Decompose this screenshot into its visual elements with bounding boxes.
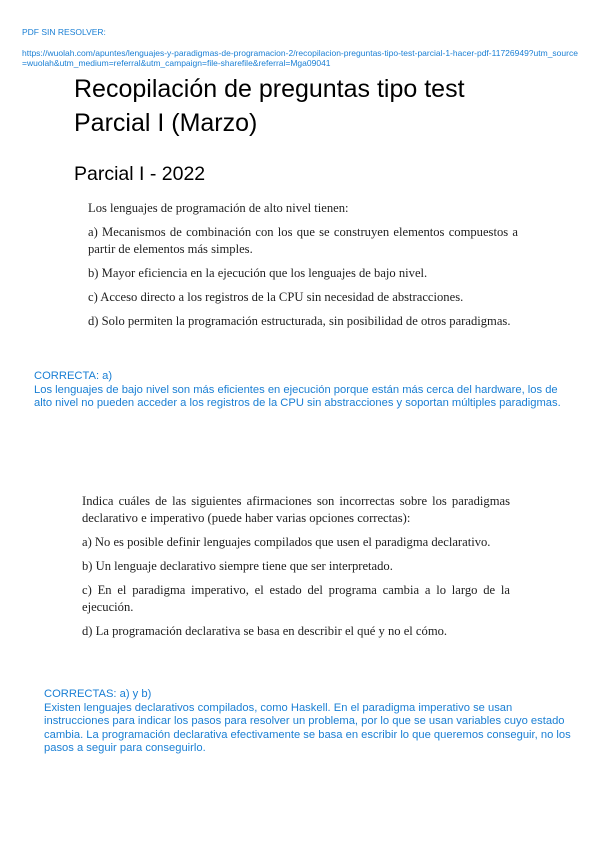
option-c: c) En el paradigma imperativo, el estado del programa cambia a lo largo de la ejecución. <box>82 583 510 614</box>
option-b: b) Un lenguaje declarativo siempre tiene que ser interpretado. <box>82 559 393 573</box>
title-line-2: Parcial I (Marzo) <box>74 109 258 137</box>
option-d: d) Solo permiten la programación estructurada, sin posibilidad de otros paradigmas. <box>88 314 511 328</box>
pdf-label: PDF SIN RESOLVER: <box>22 27 106 37</box>
answer-explanation: Existen lenguajes declarativos compilados, como Haskell. En el paradigma imperativo se usan instrucciones para indicar los pasos para resolver un problema, por lo que se usan variables cuyo estado cambia. La programación declarativa efectivamente se basa en escribir lo que queremos conseguir, no los pasos a seguir para conseguirlo. <box>44 701 571 754</box>
title-line-1: Recopilación de preguntas tipo test <box>74 75 465 103</box>
option-a: a) No es posible definir lenguajes compilados que usen el paradigma declarativo. <box>82 535 491 549</box>
question-2 <box>82 493 510 647</box>
question-stem: Los lenguajes de programación de alto nivel tienen: <box>88 201 349 215</box>
answer-2 <box>44 688 574 756</box>
answer-1 <box>34 370 574 411</box>
option-d: d) La programación declarativa se basa en describir el qué y no el cómo. <box>82 624 448 638</box>
answer-explanation: Los lenguajes de bajo nivel son más eficientes en ejecución porque están más cerca del hardware, los de alto nivel no pueden acceder a los registros de la CPU sin abstracciones y soportan múltiples paradigmas. <box>34 383 561 409</box>
question-1 <box>88 200 518 337</box>
answer-head: CORRECTAS: a) y b) <box>44 688 152 700</box>
option-b: b) Mayor eficiencia en la ejecución que los lenguajes de bajo nivel. <box>88 266 428 280</box>
answer-head: CORRECTA: a) <box>34 370 113 382</box>
option-c: c) Acceso directo a los registros de la CPU sin necesidad de abstracciones. <box>88 290 464 304</box>
option-a: a) Mecanismos de combinación con los que se construyen elementos compuestos a partir de elementos más simples. <box>88 225 518 256</box>
document-title <box>74 72 574 140</box>
section-title: Parcial I - 2022 <box>74 163 206 185</box>
question-stem: Indica cuáles de las siguientes afirmaciones son incorrectas sobre los paradigmas declarativo e imperativo (puede haber varias opciones correctas): <box>82 494 510 525</box>
source-link[interactable]: https://wuolah.com/apuntes/lenguajes-y-paradigmas-de-programacion-2/recopilacion-preguntas-tipo-test-parcial-1-hacer-pdf-11726949?utm_source=wuolah&utm_medium=referral&utm_campaign=file-sharefile&referral=Mga09041 <box>22 48 578 68</box>
